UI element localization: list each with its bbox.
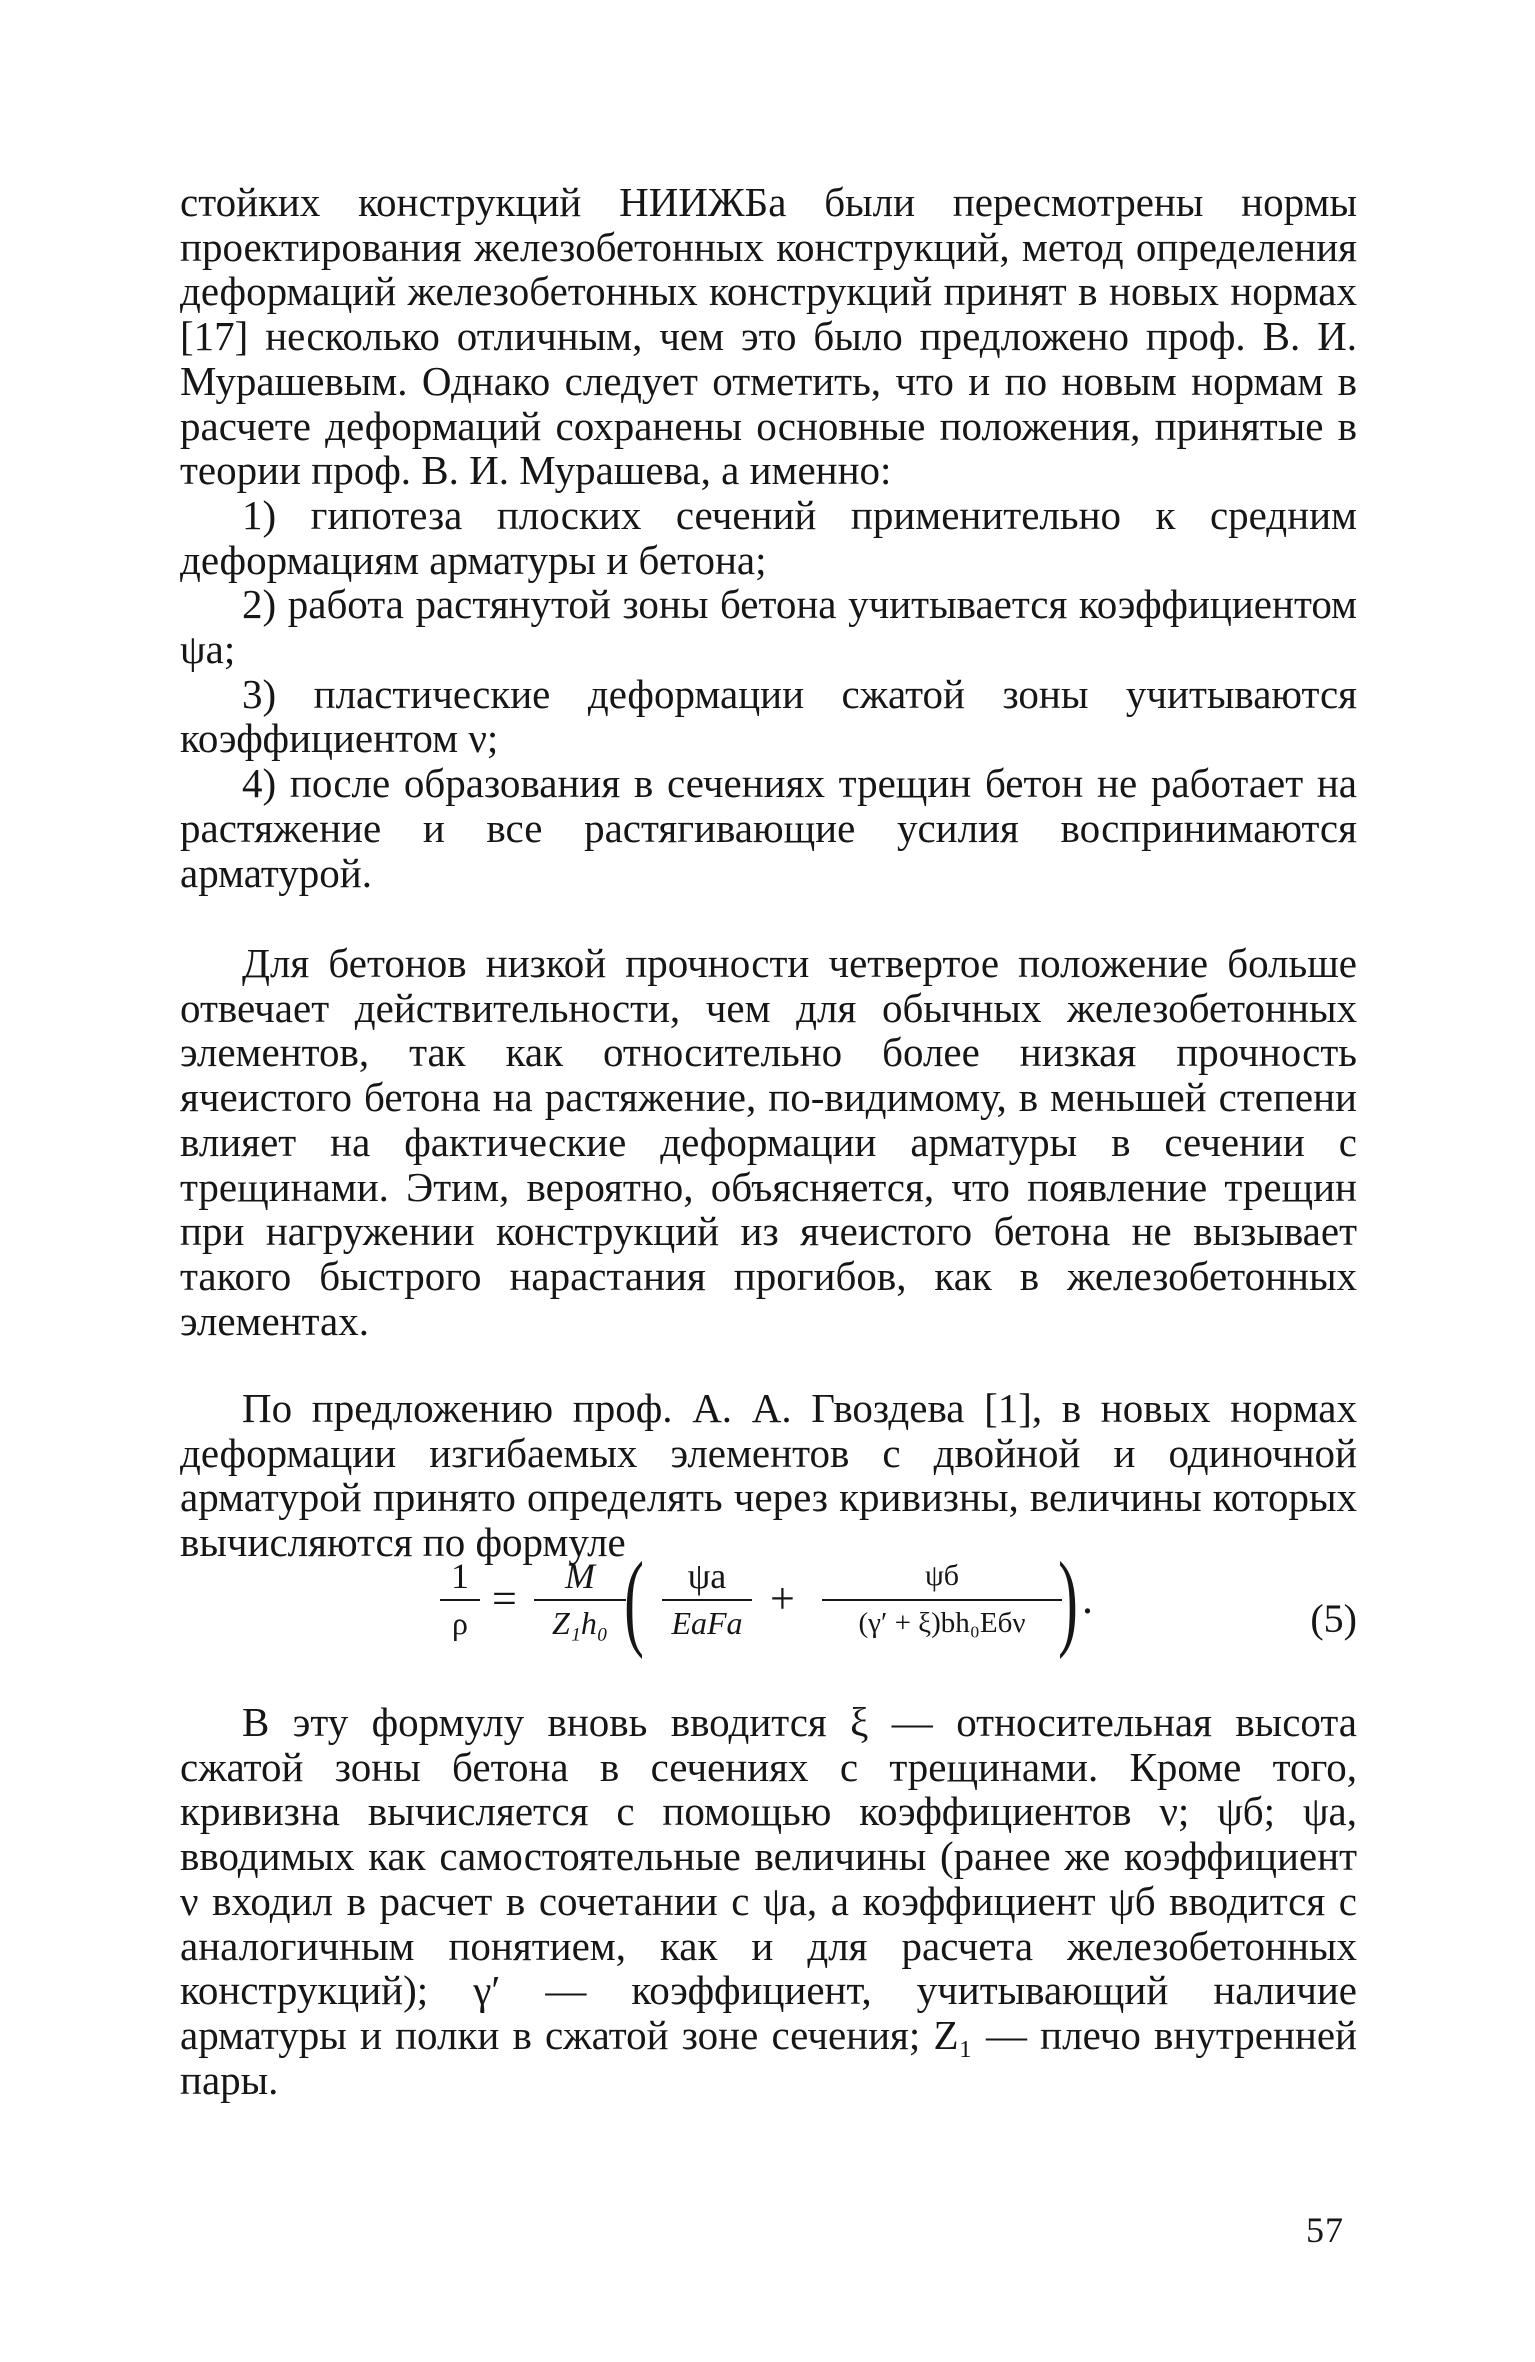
gvozdev-paragraph: По предложению проф. А. А. Гвоздева [1], в новых нормах деформации изгибаемых элементов с двойной и одиночной арматурой принято определять через кривизны, величины которых вычисляются по формуле [180,1385,1357,1566]
list-item: 1) гипотеза плоских сечений применительно к средним деформациям арматуры и бетона; [180,491,1357,583]
curvature-formula [430,1541,1357,1685]
moment-numerator: M [534,1555,626,1601]
intro-paragraph: стойких конструкций НИИЖБа были пересмотрены нормы проектирования железобетонных конструкций, метод определения деформаций железобетонных конструкций принят в новых нормах [17] несколько отличным, чем это было предложено проф. В. И. Мурашевым. Однако следует отметить, что и по новым нормам в расчете деформаций сохранены основные положения, принятые в теории проф. В. И. Мурашева, а именно: [180,179,1357,494]
equation-number: (5) [1310,1596,1357,1641]
plus-sign: + [770,1574,795,1623]
term1-denominator: EаFа [671,1605,743,1641]
low-strength-paragraph: Для бетонов низкой прочности четвертое положение больше отвечает действительности, чем для обычных железобетонных элементов, так как относительно более низкая прочность ячеистого бетона на растяжение, по-видимому, в меньшей степени влияет на фактические деформации арматуры в сечении с трещинами. Этим, вероятно, объясняется, что появление трещин при нагружении конструкций из ячеистого бетона не вызывает такого быстрого нарастания прогибов, как в железобетонных элементах. [180,940,1357,1344]
formula-period: . [1082,1574,1093,1623]
left-paren: ( [624,1541,644,1660]
term2-numerator: ψб [822,1555,1062,1601]
explanation-paragraph: В эту формулу вновь вводится ξ — относительная высота сжатой зоны бетона в сечениях с трещинами. Кроме того, кривизна вычисляется с помощью коэффициентов ν; ψб; ψа, вводимых как самостоятельные величины (ранее же коэффициент ν входил в расчет в сочетании с ψа, а коэффициент ψб вводится с аналогичным понятием, как и для расчета железобетонных конструкций); γ′ — коэффициент, учитывающий наличие арматуры и полки в сжатой зоне сечения; Z₁ — плечо внутренней пары. [180,1699,1357,2103]
lhs-numerator: 1 [440,1555,480,1601]
low-strength-section [180,941,1357,1343]
term2-denominator: (γ′ + ξ)bh₀Eбν [858,1607,1026,1639]
list-item: 3) пластические деформации сжатой зоны учитываются коэффициентом ν; [180,670,1357,762]
intro-section [180,180,1357,895]
term1-numerator: ψа [662,1555,752,1601]
lhs-fraction [440,1555,480,1643]
right-paren: ) [1058,1541,1078,1660]
lhs-denominator: ρ [452,1605,468,1641]
equals-sign: = [492,1574,517,1623]
gvozdev-section [180,1386,1357,1565]
explanation-section [180,1700,1357,2102]
term2-fraction [822,1555,1062,1643]
moment-fraction [534,1555,626,1643]
page-number: 57 [1306,2210,1344,2250]
moment-denominator: Z₁h₀ [551,1605,609,1641]
list-item: 2) работа растянутой зоны бетона учитывается коэффициентом ψа; [180,581,1357,673]
term1-fraction [662,1555,752,1643]
list-item: 4) после образования в сечениях трещин бетон не работает на растяжение и все растягивающие усилия воспринимаются арматурой. [180,760,1357,896]
